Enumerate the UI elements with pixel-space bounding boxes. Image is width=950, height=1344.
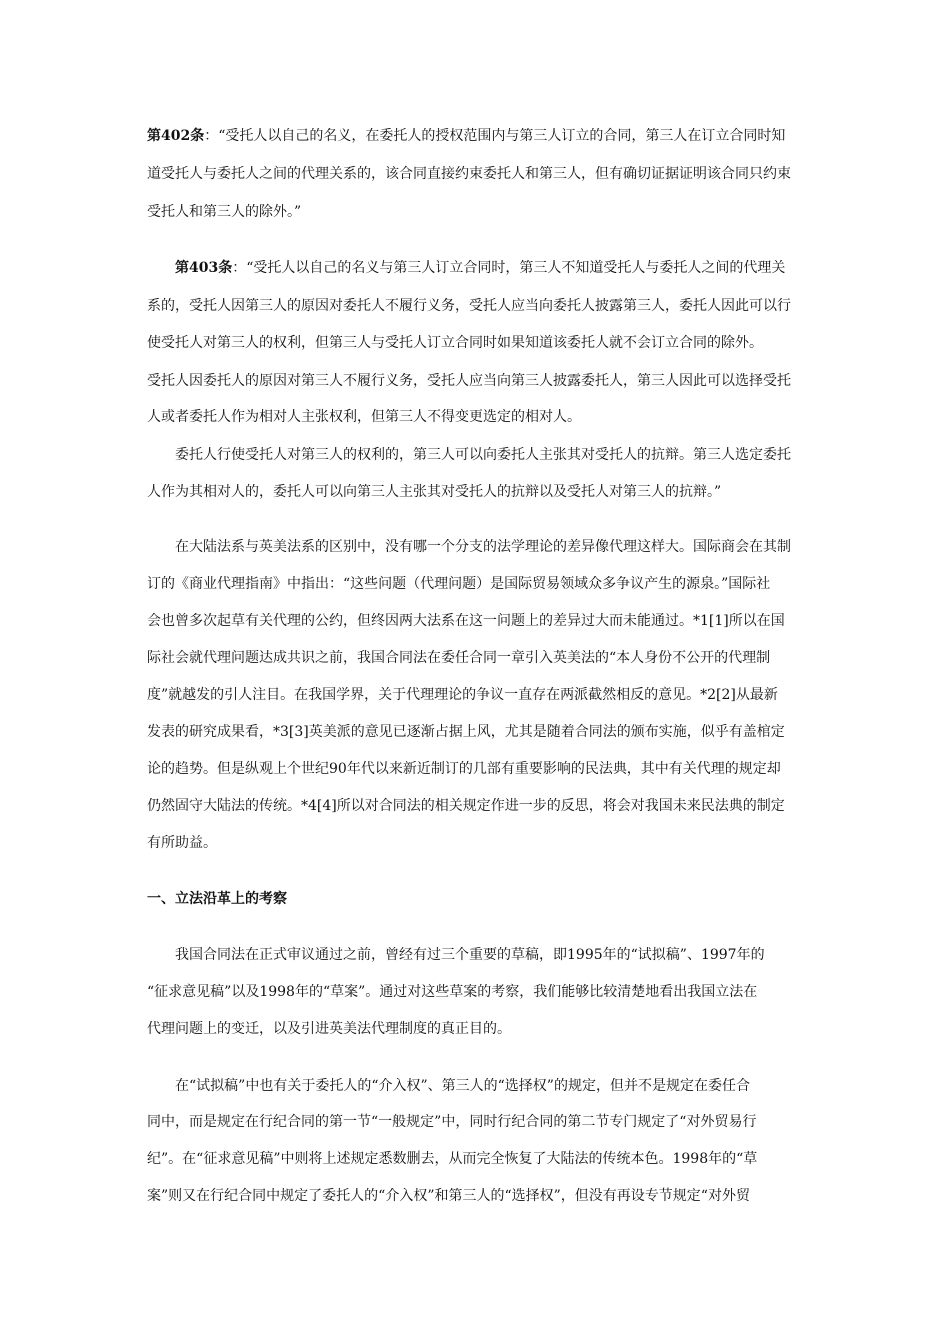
intro-line-7: 论的趋势。但是纵观上个世纪90年代以来新近制订的几部有重要影响的民法典，其中有关代理的规定却 — [147, 761, 781, 777]
section-para1-line-1: 我国合同法在正式审议通过之前，曾经有过三个重要的草稿，即1995年的“试拟稿”、1997年的 — [175, 947, 765, 963]
article-402-line-1: 第402条：“受托人以自己的名义，在委托人的授权范围内与第三人订立的合同，第三人在订立合同时知 — [147, 128, 786, 144]
intro-line-9: 有所助益。 — [147, 835, 217, 851]
section-para2-line-2: 同中，而是规定在行纪合同的第一节“一般规定”中，同时行纪合同的第二节专门规定了“对外贸易行 — [147, 1114, 757, 1130]
intro-line-8: 仍然固守大陆法的传统。*4[4]所以对合同法的相关规定作进一步的反思，将会对我国未来民法典的制定 — [147, 798, 785, 814]
section-para2-line-1: 在“试拟稿”中也有关于委托人的“介入权”、第三人的“选择权”的规定，但并不是规定在委任合 — [175, 1078, 750, 1094]
article-402-line-3: 受托人和第三人的除外。” — [147, 204, 302, 220]
intro-line-5: 度”就越发的引人注目。在我国学界，关于代理理论的争议一直存在两派截然相反的意见。*2[2]从最新 — [147, 687, 778, 703]
article-403-line-4: 受托人因委托人的原因对第三人不履行义务，受托人应当向第三人披露委托人，第三人因此可以选择受托 — [147, 373, 791, 389]
article-403-line-2: 系的，受托人因第三人的原因对委托人不履行义务，受托人应当向委托人披露第三人，委托人因此可以行 — [147, 298, 791, 314]
article-403-line-5: 人或者委托人作为相对人主张权利，但第三人不得变更选定的相对人。 — [147, 409, 581, 425]
intro-line-3: 会也曾多次起草有关代理的公约，但终因两大法系在这一问题上的差异过大而未能通过。*1[1]所以在国 — [147, 613, 785, 629]
article-403-line-7: 人作为其相对人的，委托人可以向第三人主张其对受托人的抗辩以及受托人对第三人的抗辩。” — [147, 484, 722, 500]
article-403-line-6: 委托人行使受托人对第三人的权利的，第三人可以向委托人主张其对受托人的抗辩。第三人选定委托 — [175, 447, 791, 463]
article-402-label: 第402条 — [147, 128, 205, 144]
section-para2-line-4: 案”则又在行纪合同中规定了委托人的“介入权”和第三人的“选择权”，但没有再设专节规定“对外贸 — [147, 1188, 750, 1204]
article-402-line-2: 道受托人与委托人之间的代理关系的，该合同直接约束委托人和第三人，但有确切证据证明该合同只约束 — [147, 166, 791, 182]
section-para1-line-2: “征求意见稿”以及1998年的“草案”。通过对这些草案的考察，我们能够比较清楚地看出我国立法在 — [147, 984, 758, 1000]
section-para2-line-3: 纪”。在“征求意见稿”中则将上述规定悉数删去，从而完全恢复了大陆法的传统本色。1998年的“草 — [147, 1151, 758, 1167]
article-403-label: 第403条 — [175, 260, 233, 276]
article-403-line-1: 第403条：“受托人以自己的名义与第三人订立合同时，第三人不知道受托人与委托人之间的代理关 — [175, 260, 786, 276]
article-403-line-3: 使受托人对第三人的权利，但第三人与受托人订立合同时如果知道该委托人就不会订立合同的除外。 — [147, 335, 763, 351]
intro-line-6: 发表的研究成果看，*3[3]英美派的意见已逐渐占据上风，尤其是随着合同法的颁布实施，似乎有盖棺定 — [147, 724, 785, 740]
section-heading: 一、立法沿革上的考察 — [147, 891, 287, 907]
intro-line-1: 在大陆法系与英美法系的区别中，没有哪一个分支的法学理论的差异像代理这样大。国际商会在其制 — [175, 539, 791, 555]
intro-line-2: 订的《商业代理指南》中指出：“这些问题（代理问题）是国际贸易领域众多争议产生的源泉。”国际社 — [147, 576, 771, 592]
section-para1-line-3: 代理问题上的变迁，以及引进英美法代理制度的真正目的。 — [147, 1021, 511, 1037]
intro-line-4: 际社会就代理问题达成共识之前，我国合同法在委任合同一章引入英美法的“本人身份不公开的代理制 — [147, 650, 771, 666]
